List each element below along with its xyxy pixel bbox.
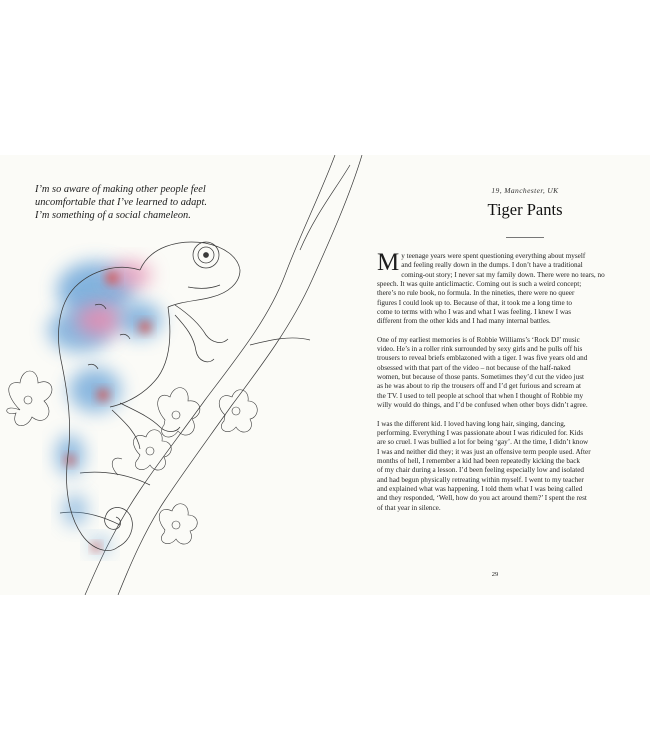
paragraph bbox=[377, 420, 627, 513]
text-line: speech. It was quite anticlimactic. Coming out is such a weird concept; bbox=[377, 280, 582, 289]
pull-quote-line: I’m something of a social chameleon. bbox=[35, 210, 191, 222]
text-line: of my chair during a lesson. I’d been feeling especially low and isolated bbox=[377, 466, 584, 475]
title-divider bbox=[506, 237, 544, 238]
text-line: there’s no rule book, no formula. In the nineties, there were no queer bbox=[377, 289, 575, 298]
text-line: months of hell, I remember a kid had been repeatedly kicking the back bbox=[377, 456, 580, 465]
watercolor-wash bbox=[48, 261, 162, 553]
text-line: as he was about to rip the trousers off and I’d get furious and scream at bbox=[377, 382, 582, 391]
book-spread bbox=[0, 155, 650, 595]
text-line: performing. Everything I was passionate about I was ridiculed for. Kids bbox=[377, 428, 583, 437]
page-number: 29 bbox=[491, 571, 499, 578]
chapter-meta: 19, Manchester, UK bbox=[491, 186, 559, 195]
text-line: figures I could look up to. Because of that, it took me a long time to bbox=[377, 298, 573, 307]
left-page bbox=[0, 155, 325, 595]
text-line: of that year in silence. bbox=[377, 503, 441, 512]
text-line: My teenage years were spent questioning everything about myself bbox=[377, 249, 586, 276]
text-line: and feeling really down in the dumps. I don’t have a traditional bbox=[401, 261, 583, 270]
text-line: and explained what was happening. I told them what I was being called bbox=[377, 484, 583, 493]
pull-quote-line: uncomfortable that I’ve learned to adapt. bbox=[35, 197, 207, 209]
text-line: I was and neither did they; it was just an offensive term people used. After bbox=[377, 447, 591, 456]
paragraph bbox=[377, 249, 627, 327]
text-line: video. He’s in a roller rink surrounded by sexy girls and he pulls off his bbox=[377, 345, 583, 354]
text-line: are so cruel. I was bullied a lot for being ‘gay’. At the time, I didn’t know bbox=[377, 438, 589, 447]
text-line: I was the different kid. I loved having long hair, singing, dancing, bbox=[377, 419, 566, 428]
pull-quote-line: I’m so aware of making other people feel bbox=[35, 184, 206, 195]
body-text bbox=[377, 249, 627, 522]
text-line: One of my earliest memories is of Robbie Williams’s ‘Rock DJ’ music bbox=[377, 335, 580, 344]
text-line: coming-out story; I never sat my family down. There were no tears, no bbox=[401, 270, 605, 279]
text-line: the TV. I used to tell people at school that when I thought of Robbie my bbox=[377, 391, 584, 400]
text-line: willy would do things, and I’d be confused when other boys didn’t agree. bbox=[377, 401, 588, 410]
text-line: women, but because of those pants. Sometimes they’d cut the video just bbox=[377, 373, 584, 382]
right-page bbox=[325, 155, 650, 595]
paragraph bbox=[377, 336, 627, 411]
text-line: and they responded, ‘Well, how do you act around them?’ I spent the rest bbox=[377, 494, 587, 503]
chapter-title: Tiger Pants bbox=[487, 200, 563, 219]
text-line: and had begun physically retreating within myself. I went to my teacher bbox=[377, 475, 584, 484]
text-line: trousers to reveal briefs emblazoned with a tiger. I was five years old and bbox=[377, 354, 588, 363]
text-line: different from the other kids and I had many internal battles. bbox=[377, 317, 551, 326]
text-line: come to terms with who I was and what I was feeling. I knew I was bbox=[377, 308, 572, 317]
blossom-icon bbox=[7, 371, 258, 544]
text-line: obsessed with that part of the video – not because of the half-naked bbox=[377, 363, 571, 372]
pull-quote bbox=[35, 183, 275, 223]
